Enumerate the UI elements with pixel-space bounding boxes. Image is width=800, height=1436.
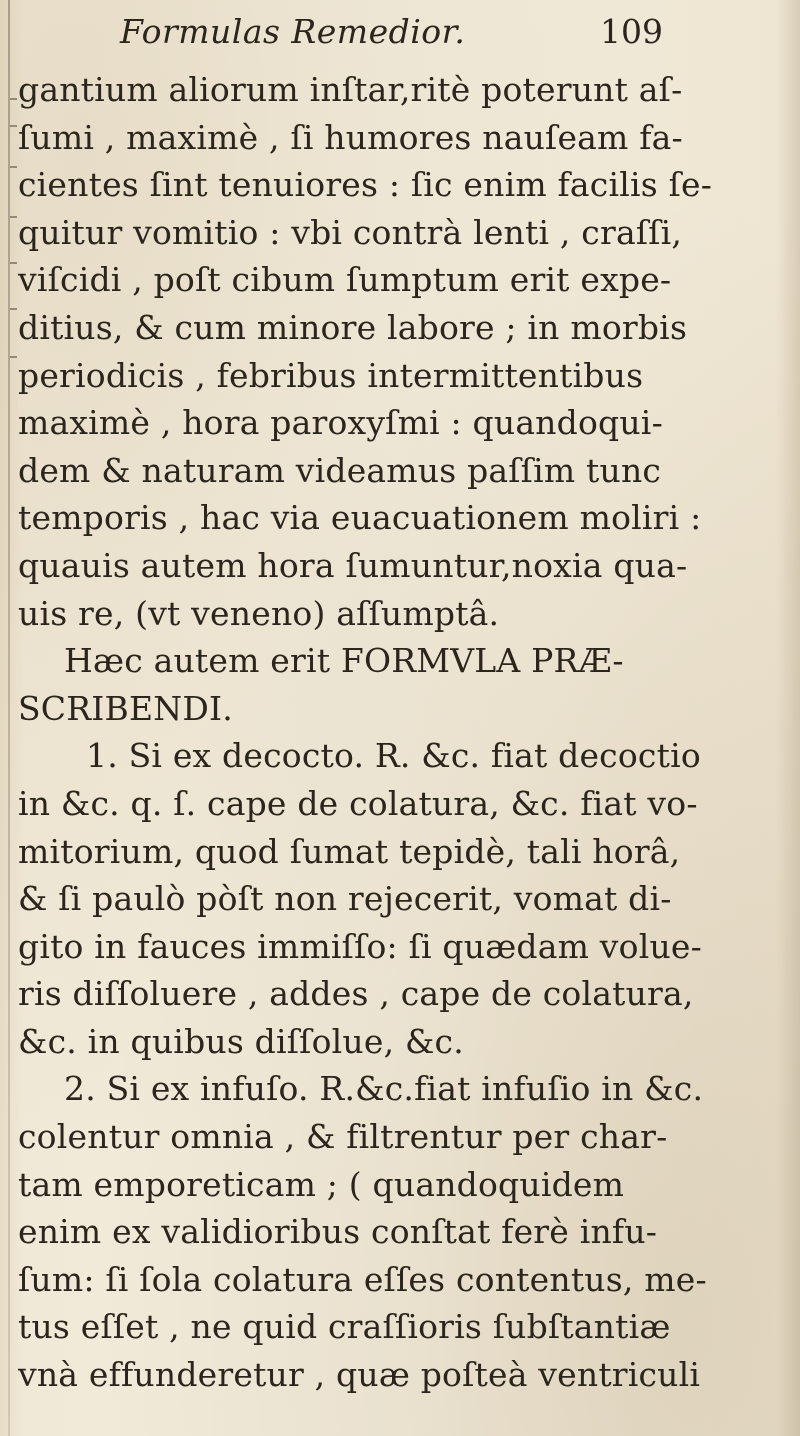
gutter-tick <box>10 308 17 310</box>
gutter-tick <box>10 262 17 264</box>
text-line: quitur vomitio : vbi contrà lenti , craſſi, <box>18 212 683 252</box>
text-line: enim ex validioribus conſtat ferè infu- <box>18 1212 658 1252</box>
text-line: periodicis , febribus intermittentibus <box>18 355 644 395</box>
running-title: Formulas Remedior. <box>120 12 466 51</box>
text-line: ditius, & cum minore labore ; in morbis <box>18 307 688 347</box>
text-line: gito in fauces immiſſo: ſi quædam volue- <box>18 926 703 966</box>
text-line: 2. Si ex infuſo. R.&c.fiat infuſio in &c. <box>64 1069 704 1109</box>
text-line: temporis , hac via euacuationem moliri : <box>18 498 702 538</box>
text-line: 1. Si ex decocto. R. &c. fiat decoctio <box>86 736 701 776</box>
running-head <box>120 12 680 58</box>
text-line: mitorium, quod ſumat tepidè, tali horâ, <box>18 831 681 871</box>
gutter-tick <box>10 216 17 218</box>
text-line: ris diſſoluere , addes , cape de colatura, <box>18 974 694 1014</box>
gutter-tick <box>10 356 17 358</box>
text-line: vnà effunderetur , quæ poſteà ventriculi <box>18 1355 701 1395</box>
text-line: colentur omnia , & filtrentur per char- <box>18 1117 668 1157</box>
gutter-tick <box>10 98 17 100</box>
gutter-tick <box>10 166 17 168</box>
gutter-tick <box>10 125 17 127</box>
text-line: tus eſſet , ne quid craſſioris ſubſtantiæ <box>18 1307 671 1347</box>
text-line: tam emporeticam ; ( quandoquidem <box>18 1164 625 1204</box>
text-line: &c. in quibus diſſolue, &c. <box>18 1021 464 1061</box>
text-line: dem & naturam videamus paſſim tunc <box>18 450 662 490</box>
body-text <box>18 66 794 1399</box>
text-line: quauis autem hora ſumuntur,noxia qua- <box>18 545 688 585</box>
text-line: ſumi , maximè , ſi humores nauſeam fa- <box>18 117 683 157</box>
page-number: 109 <box>600 12 663 51</box>
text-line: & ſi paulò pòſt non rejecerit, vomat di- <box>18 879 672 919</box>
text-line: uis re, (vt veneno) aſſumptâ. <box>18 593 500 633</box>
text-line: viſcidi , poſt cibum ſumptum erit expe- <box>18 260 672 300</box>
text-line: gantium aliorum inſtar,ritè poterunt aſ- <box>18 70 683 109</box>
text-line: maximè , hora paroxyſmi : quandoqui- <box>18 403 663 443</box>
formula-heading: Hæc autem erit FORMVLA PRÆ- <box>64 641 624 681</box>
text-line: ſum: ſi ſola colatura eſſes contentus, me- <box>18 1259 707 1299</box>
text-line: cientes ſint tenuiores : ſic enim facilis ſe- <box>18 165 713 205</box>
text-line: in &c. q. ſ. cape de colatura, &c. fiat vo- <box>18 783 698 823</box>
formula-heading-cont: SCRIBENDI. <box>18 688 233 728</box>
